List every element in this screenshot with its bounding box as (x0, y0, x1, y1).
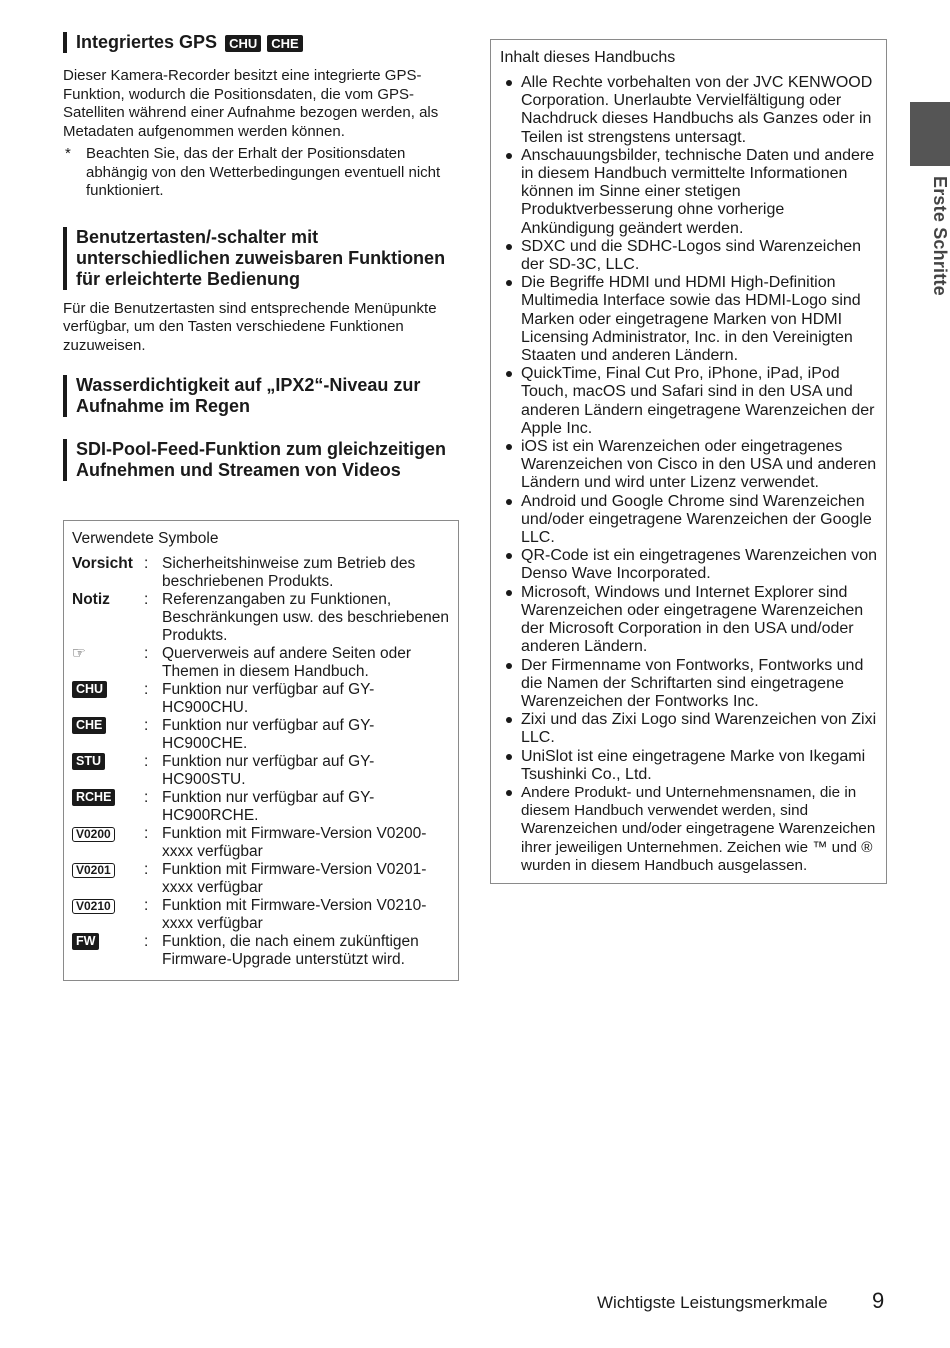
symbol-row (72, 555, 450, 591)
symbol-separator: : (144, 681, 149, 698)
symbol-key (72, 861, 144, 897)
symbol-separator: : (144, 753, 149, 770)
symbol-row (72, 681, 450, 717)
contents-item: QuickTime, Final Cut Pro, iPhone, iPad, iPod Touch, macOS und Safari sind in den USA und anderen Ländern eingetragene Warenzeichen der Apple Inc. (500, 365, 878, 438)
version-badge: V0210 (72, 899, 115, 914)
gps-heading (63, 32, 461, 53)
symbol-separator: : (144, 645, 149, 662)
page-number: 9 (872, 1288, 885, 1313)
symbol-key (72, 753, 144, 789)
gps-heading-text: Integriertes GPS (76, 32, 218, 52)
symbol-separator: : (144, 897, 149, 914)
version-badge: V0201 (72, 863, 115, 878)
symbol-separator: : (144, 555, 149, 572)
symbol-row (72, 897, 450, 933)
symbol-key (72, 681, 144, 717)
symbol-key (72, 933, 144, 969)
symbol-description: Funktion mit Firmware-Version V0210-xxxx verfügbar (162, 897, 427, 932)
contents-item: Andere Produkt- und Unternehmensnamen, die in diesem Handbuch verwendet werden, sind Warenzeichen und/oder eingetragene Warenzeichen ihrer jeweiligen Unternehmen. Zeichen wie ™ und ® wurden in diesem Handbuch ausgelassen. (500, 784, 878, 875)
contents-item: iOS ist ein Warenzeichen oder eingetragenes Warenzeichen von Cisco in den USA und anderen Ländern und wird unter Lizenz verwendet. (500, 438, 878, 493)
symbol-separator: : (144, 825, 149, 842)
symbol-row (72, 825, 450, 861)
chu-badge: CHU (225, 35, 261, 52)
symbol-row (72, 753, 450, 789)
contents-item: Anschauungsbilder, technische Daten und andere in diesem Handbuch vermittelte Informationen können im Sinne einer stetigen Produktverbesserung ohne vorherige Ankündigung geändert werden. (500, 147, 878, 238)
contents-item: UniSlot ist eine eingetragene Marke von Ikegami Tsushinki Co., Ltd. (500, 748, 878, 784)
waterproof-heading: Wasserdichtigkeit auf „IPX2“-Niveau zur Aufnahme im Regen (63, 375, 461, 417)
symbol-separator: : (144, 591, 149, 608)
sdi-heading: SDI-Pool-Feed-Funktion zum gleichzeitigen Aufnehmen und Streamen von Videos (63, 439, 461, 481)
symbols-title: Verwendete Symbole (72, 530, 219, 547)
left-column (63, 32, 461, 481)
che-badge: CHE (267, 35, 302, 52)
symbol-badge: STU (72, 753, 105, 770)
symbol-description: Funktion nur verfügbar auf GY-HC900STU. (162, 753, 375, 788)
symbol-key (72, 555, 144, 591)
symbol-badge: CHE (72, 717, 106, 734)
contents-box (490, 39, 887, 884)
gps-body: Dieser Kamera-Recorder besitzt eine integrierte GPS-Funktion, wodurch die Positionsdaten, die vom GPS-Satelliten während einer Aufnahme bezogen werden, als Metadaten aufgenommen werden können. (63, 67, 439, 140)
note-asterisk: * (65, 145, 71, 162)
gps-note (63, 145, 461, 201)
symbol-description: Funktion, die nach einem zukünftigen Firmware-Upgrade unterstützt wird. (162, 933, 419, 968)
symbol-row (72, 933, 450, 969)
footer-section-title: Wichtigste Leistungsmerkmale (597, 1293, 828, 1312)
symbol-separator: : (144, 717, 149, 734)
symbol-term: Notiz (72, 591, 110, 608)
symbols-list (72, 555, 450, 969)
symbol-separator: : (144, 933, 149, 950)
contents-title: Inhalt dieses Handbuchs (500, 49, 676, 66)
user-buttons-heading: Benutzertasten/-schalter mit unterschiedlichen zuweisbaren Funktionen für erleichterte Bedienung (63, 227, 461, 290)
symbol-badge: FW (72, 933, 99, 950)
symbol-description: Querverweis auf andere Seiten oder Themen in diesem Handbuch. (162, 645, 412, 680)
symbol-key (72, 717, 144, 753)
chapter-tab (910, 102, 950, 166)
version-badge: V0200 (72, 827, 115, 842)
contents-item: Der Firmenname von Fontworks, Fontworks und die Namen der Schriftarten sind eingetragene Warenzeichen der Fontworks Inc. (500, 657, 878, 712)
symbol-key (72, 825, 144, 861)
contents-list (500, 74, 878, 875)
symbol-key (72, 591, 144, 645)
contents-item: Zixi und das Zixi Logo sind Warenzeichen von Zixi LLC. (500, 711, 878, 747)
symbol-description: Referenzangaben zu Funktionen, Beschränkungen usw. des beschriebenen Produkts. (162, 591, 449, 644)
pointing-hand-icon: ☞ (72, 645, 86, 662)
symbol-term: Vorsicht (72, 555, 133, 572)
symbol-row (72, 861, 450, 897)
symbol-description: Funktion nur verfügbar auf GY-HC900RCHE. (162, 789, 375, 824)
contents-item: SDXC und die SDHC-Logos sind Warenzeichen der SD-3C, LLC. (500, 238, 878, 274)
symbol-key (72, 897, 144, 933)
symbol-row (72, 717, 450, 753)
symbol-row (72, 591, 450, 645)
symbol-separator: : (144, 789, 149, 806)
symbol-separator: : (144, 861, 149, 878)
symbol-badge: CHU (72, 681, 107, 698)
symbol-key (72, 645, 144, 681)
symbol-row (72, 789, 450, 825)
contents-item: Android und Google Chrome sind Warenzeichen und/oder eingetragene Warenzeichen der Google LLC. (500, 493, 878, 548)
symbols-box (63, 520, 459, 981)
contents-item: Alle Rechte vorbehalten von der JVC KENWOOD Corporation. Unerlaubte Vervielfältigung oder Nachdruck dieses Handbuchs als Ganzes oder in Teilen ist strengstens untersagt. (500, 74, 878, 147)
chapter-tab-label: Erste Schritte (930, 176, 950, 296)
symbol-description: Funktion nur verfügbar auf GY-HC900CHE. (162, 717, 375, 752)
symbol-description: Sicherheitshinweise zum Betrieb des beschriebenen Produkts. (162, 555, 416, 590)
symbol-description: Funktion mit Firmware-Version V0200-xxxx verfügbar (162, 825, 427, 860)
contents-item: QR-Code ist ein eingetragenes Warenzeichen von Denso Wave Incorporated. (500, 547, 878, 583)
symbol-badge: RCHE (72, 789, 115, 806)
symbol-key (72, 789, 144, 825)
symbol-row (72, 645, 450, 681)
contents-item: Microsoft, Windows und Internet Explorer sind Warenzeichen oder eingetragene Warenzeichen der Microsoft Corporation in den USA und/oder anderen Ländern. (500, 584, 878, 657)
symbol-description: Funktion nur verfügbar auf GY-HC900CHU. (162, 681, 375, 716)
symbol-description: Funktion mit Firmware-Version V0201-xxxx verfügbar (162, 861, 427, 896)
gps-note-text: Beachten Sie, das der Erhalt der Positionsdaten abhängig von den Wetterbedingungen eventuell nicht funktioniert. (86, 145, 441, 199)
user-buttons-body: Für die Benutzertasten sind entsprechende Menüpunkte verfügbar, um den Tasten verschiedene Funktionen zuzuweisen. (63, 299, 437, 354)
contents-item: Die Begriffe HDMI und HDMI High-Definition Multimedia Interface sowie das HDMI-Logo sind Marken oder eingetragene Marken von HDMI Licensing Administrator, Inc. in den Vereinigten Staaten und anderen Ländern. (500, 274, 878, 365)
